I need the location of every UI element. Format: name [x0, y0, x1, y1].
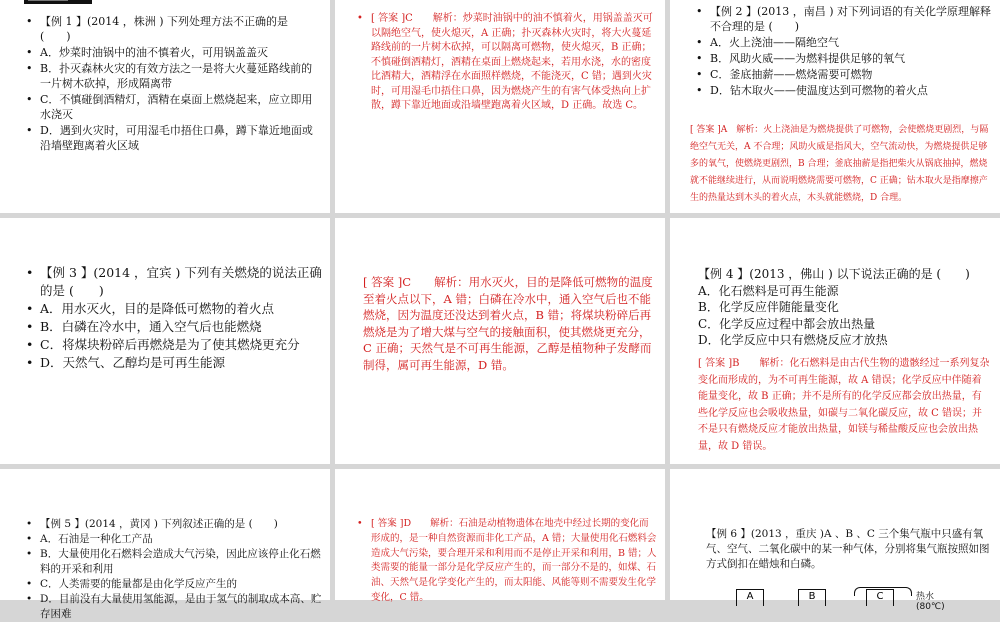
jar-b: B	[798, 589, 826, 606]
answer-list	[357, 517, 657, 606]
question-stem: • 【例 5 】(2014 ，黄冈 ) 下列叙述正确的是 ( )	[26, 517, 322, 532]
option-b: • B．风助火威——为燃料提供足够的氧气	[696, 51, 992, 66]
option-a: A．化石燃料是可再生能源	[698, 283, 839, 298]
question-stem: 【例 6 】(2013 ，重庆 )A 、B 、C 三个集气瓶中只盛有氧气、空气、二氧化碳中的某一种气体，分别将集气瓶按照如图方式倒扣在蜡烛和白磷。	[706, 528, 990, 570]
answer-text: [ 答案 ]A 解析：火上浇油是为燃烧提供了可燃物，会使燃烧更剧烈，与隔绝空气无关，A 不合理；风助火威是指风大，空气流动快，为燃烧提供足够多的氧气，使燃烧更剧烈，B 合理；釜底抽薪是指把柴火从锅底抽掉，燃烧就不能继续进行，从而说明燃烧需要可燃物，C 正确；钻木取火是指摩擦产生的热量达到木头的着火点，木头就能燃烧，D 合理。	[690, 125, 989, 203]
option-a: • A．石油是一种化工产品	[26, 532, 322, 547]
question-stem: • 【例 1 】(2014 ，株洲 ) 下列处理方法不正确的是 ( )	[26, 14, 322, 44]
option-d: • D．目前没有大量使用氢能源，是由于氢气的制取成本高、贮存困难	[26, 592, 322, 622]
slide-example-3	[0, 218, 330, 464]
option-b: • B．白磷在冷水中，通入空气后也能燃烧	[26, 318, 322, 336]
slide-header-strip	[24, 0, 92, 4]
question-stem: • 【例 2 】(2013 ，南昌 ) 对下列词语的有关化学原理解释不合理的是 ( )	[696, 4, 992, 34]
option-b: B．化学反应伴随能量变化	[698, 300, 839, 314]
option-b: • B．大量使用化石燃料会造成大气污染，因此应该停止化石燃料的开采和利用	[26, 547, 322, 577]
answer-text: [ 答案 ]B 解析：化石燃料是由古代生物的遗骸经过一系列复杂变化而形成的，为不可再生能源，故 A 错误；化学反应中伴随着能量变化，故 B 正确；并不是所有的化学反应都会放出热量，有些化学反应也会吸收热量，如碳与二氧化碳反应，故 C 错误；并不是只有燃烧反应才能放出热量，如镁与稀盐酸反应也会放出热量，故 D 错误。	[698, 358, 990, 452]
slide-example-4	[670, 218, 1000, 464]
option-b: • B．扑灭森林火灾的有效方法之一是将大火蔓延路线前的一片树木砍掉，形成隔离带	[26, 61, 322, 91]
hot-water-label: 热水(80℃)	[916, 592, 945, 612]
option-c: C．化学反应过程中都会放出热量	[698, 316, 876, 331]
jar-a: A	[736, 589, 764, 606]
option-d: D．化学反应中只有燃烧反应才放热	[698, 333, 888, 347]
gas-jar-diagram	[706, 587, 946, 612]
question-list	[26, 264, 322, 372]
slide-answer-3	[335, 218, 665, 464]
question-stem: • 【例 3 】(2014 ，宜宾 ) 下列有关燃烧的说法正确的是 ( )	[26, 264, 322, 300]
option-c: • C．将煤块粉碎后再燃烧是为了使其燃烧更充分	[26, 336, 322, 354]
answer-list	[357, 12, 657, 114]
option-d: • D．遇到火灾时，可用湿毛巾捂住口鼻，蹲下靠近地面或沿墙壁跑离着火区域	[26, 123, 322, 153]
answer-text: • [ 答案 ]D 解析：石油是动植物遗体在地壳中经过长期的变化而形成的，是一种自然资源而非化工产品，A 错；大量使用化石燃料会造成大气污染，要合理开采和利用而不是停止开采和利用，B 错；人类需要的能量一部分是化学反应产生的，而一部分不是的，如煤、石油、天然气是化学变化产生的，而太阳能、风能等则不需要发生化学变化，C 错。	[357, 517, 657, 606]
answer-text: [ 答案 ]C 解析：用水灭火，目的是降低可燃物的温度至着火点以下，A 错；白磷在冷水中，通入空气后也不能燃烧，因为温度还没达到着火点，B 错；将煤块粉碎后再燃烧是为了增大煤与空气的接触面积，使其燃烧更充分，C 正确；天然气是不可再生能源，乙醇是植物种子发酵而制得，属可再生能源，D 错。	[363, 275, 653, 372]
slide-answer-1	[335, 0, 665, 213]
slide-example-1	[0, 0, 330, 213]
option-a: • A．用水灭火，目的是降低可燃物的着火点	[26, 300, 322, 318]
question-list	[26, 14, 322, 154]
option-a: • A．火上浇油——隔绝空气	[696, 35, 992, 50]
question-list	[26, 517, 322, 622]
option-c: • C．不慎碰倒酒精灯，酒精在桌面上燃烧起来，应立即用水浇灭	[26, 92, 322, 122]
answer-text: • [ 答案 ]C 解析：炒菜时油锅中的油不慎着火，用锅盖盖灭可以隔绝空气，使火熄灭，A 正确；扑灭森林火灾时，将大火蔓延路线前的一片树木砍掉，可以隔离可燃物，使火熄灭，B 正确；不慎碰倒酒精灯，酒精在桌面上燃烧起来，若用水浇，水的密度比酒精大，酒精浮在水面照样燃烧，不能浇灭，C 错；遇到火灾时，可用湿毛巾捂住口鼻，因为燃烧产生的有害气体受热向上扩散，蹲下靠近地面或沿墙壁跑离着火区域，D 正确。故选 C。	[357, 12, 657, 114]
slide-example-5	[0, 469, 330, 620]
option-a: • A．炒菜时油锅中的油不慎着火，可用锅盖盖灭	[26, 45, 322, 60]
slide-example-2	[670, 0, 1000, 213]
option-d: • D．天然气、乙醇均是可再生能源	[26, 354, 322, 372]
slide-answer-5	[335, 469, 665, 603]
question-block	[698, 266, 992, 349]
jar-c: C	[866, 589, 894, 606]
question-list	[696, 4, 992, 99]
option-c: • C．釜底抽薪——燃烧需要可燃物	[696, 67, 992, 82]
option-c: • C．人类需要的能量都是由化学反应产生的	[26, 577, 322, 592]
slide-example-6	[670, 469, 1000, 612]
option-d: • D．钻木取火——使温度达到可燃物的着火点	[696, 83, 992, 98]
question-stem: 【例 4 】(2013 ，佛山 ) 以下说法正确的是 ( )	[698, 267, 970, 281]
